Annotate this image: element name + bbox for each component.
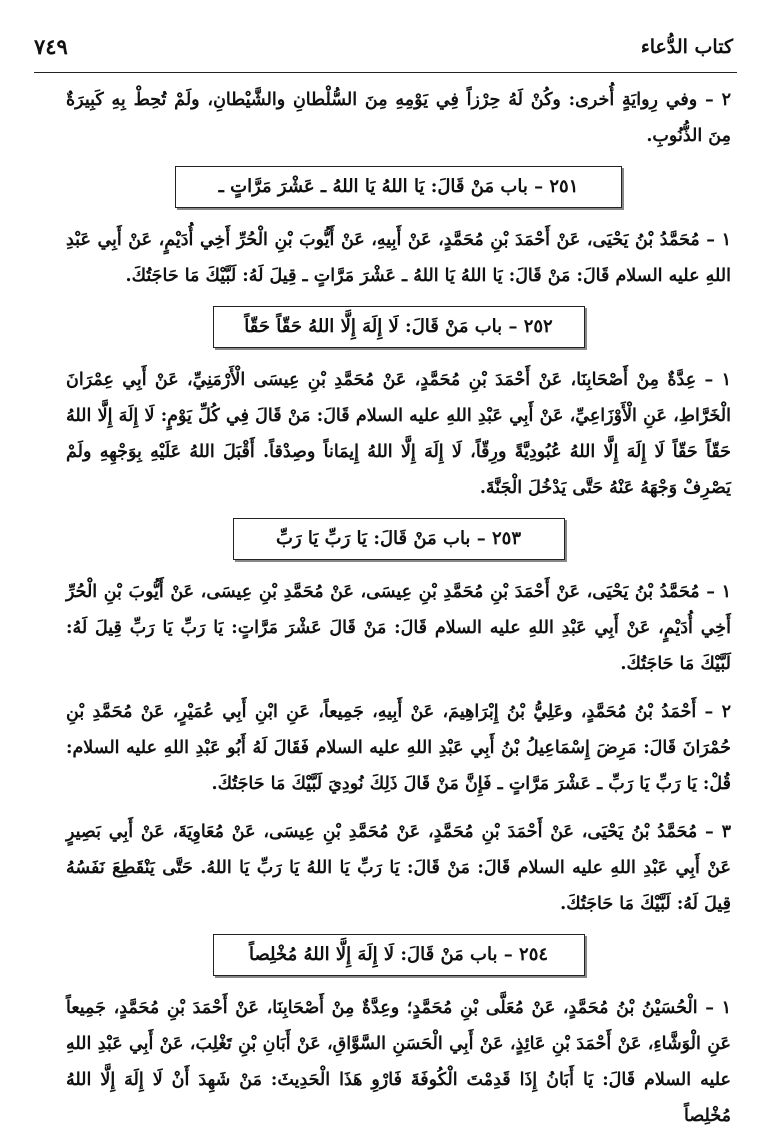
hadith-paragraph: ٢ – وفي رِوايَةٍ أُخرى: وكُنْ لَهُ حِرْزاً فِي يَوْمِهِ مِنَ السُّلْطانِ والشَّيْطانِ، ولَمْ تُحِطْ بِهِ كَبِيرَةٌ مِنَ الذُّنُوبِ. — [66, 90, 731, 146]
hadith-paragraph: ٢ – أَحْمَدُ بْنُ مُحَمَّدٍ، وعَلِيُّ بْنُ إِبْرَاهِيمَ، عَنْ أَبِيهِ، جَمِيعاً، عَنِ ابْنِ أَبِي عُمَيْرٍ، عَنْ مُحَمَّدِ بْنِ حُمْرَانَ قَالَ: مَرِضَ إِسْمَاعِيلُ بْنُ أَبِي عَبْدِ اللهِ عليه السلام فَقَالَ لَهُ أَبُو عَبْدِ اللهِ عليه السلام: قُلْ: يَا رَبِّ يَا رَبِّ ـ عَشْرَ مَرَّاتٍ ـ فَإِنَّ مَنْ قَالَ ذَلِكَ نُودِيَ لَبَّيْكَ مَا حَاجَتُكَ. — [66, 702, 731, 794]
chapter-heading-251: ٢٥١ – باب مَنْ قَالَ: يَا اللهُ يَا اللهُ ـ عَشْرَ مَرَّاتٍ ـ — [175, 166, 622, 208]
hadith-paragraph: ١ – الْحُسَيْنُ بْنُ مُحَمَّدٍ، عَنْ مُعَلَّى بْنِ مُحَمَّدٍ؛ وعِدَّةٌ مِنْ أَصْحَابِنَا، عَنْ أَحْمَدَ بْنِ مُحَمَّدٍ، جَمِيعاً عَنِ الْوَشَّاءِ، عَنْ أَحْمَدَ بْنِ عَائِذٍ، عَنْ أَبِي الْحَسَنِ السَّوَّاقِ، عَنْ أَبَانِ بْنِ تَغْلِبَ، عَنْ أَبِي عَبْدِ اللهِ عليه السلام قَالَ: يَا أَبَانُ إِذَا قَدِمْتَ الْكُوفَةَ فَارْوِ هَذَا الْحَدِيثَ: مَنْ شَهِدَ أَنْ لَا إِلَهَ إِلَّا اللهُ مُخْلِصاً — [66, 998, 731, 1126]
chapter-heading-253: ٢٥٣ – باب مَنْ قَالَ: يَا رَبِّ يَا رَبِّ — [233, 518, 565, 560]
header-rule — [34, 72, 737, 73]
chapter-heading-252: ٢٥٢ – باب مَنْ قَالَ: لَا إِلَهَ إِلَّا اللهُ حَقّاً حَقّاً — [213, 306, 585, 348]
hadith-paragraph: ٣ – مُحَمَّدُ بْنُ يَحْيَى، عَنْ أَحْمَدَ بْنِ مُحَمَّدٍ، عَنْ مُحَمَّدِ بْنِ عِيسَى، عَنْ مُعَاوِيَةَ، عَنْ أَبِي بَصِيرٍ عَنْ أَبِي عَبْدِ اللهِ عليه السلام قَالَ: مَنْ قَالَ: يَا رَبِّ يَا اللهُ يَا رَبِّ يَا اللهُ. حَتَّى يَنْقَطِعَ نَفَسُهُ قِيلَ لَهُ: لَبَّيْكَ مَا حَاجَتُكَ. — [66, 822, 731, 914]
page-number: ٧٤٩ — [34, 34, 68, 59]
hadith-paragraph: ١ – مُحَمَّدُ بْنُ يَحْيَى، عَنْ أَحْمَدَ بْنِ مُحَمَّدِ بْنِ عِيسَى، عَنْ مُحَمَّدِ بْنِ عِيسَى، عَنْ أَيُّوبَ بْنِ الْحُرِّ أَخِي أُدَيْمٍ، عَنْ أَبِي عَبْدِ اللهِ عليه السلام قَالَ: مَنْ قَالَ عَشْرَ مَرَّاتٍ: يَا رَبِّ يَا رَبِّ قِيلَ لَهُ: لَبَّيْكَ مَا حَاجَتُكَ. — [66, 582, 731, 674]
running-title: كتاب الدُّعاء — [640, 36, 733, 58]
page-body — [66, 82, 731, 1146]
hadith-paragraph: ١ – مُحَمَّدُ بْنُ يَحْيَى، عَنْ أَحْمَدَ بْنِ مُحَمَّدٍ، عَنْ أَبِيهِ، عَنْ أَيُّوبَ بْنِ الْحُرِّ أَخِي أُدَيْمٍ، عَنْ أَبِي عَبْدِ اللهِ عليه السلام قَالَ: مَنْ قَالَ: يَا اللهُ يَا اللهُ ـ عَشْرَ مَرَّاتٍ ـ قِيلَ لَهُ: لَبَّيْكَ مَا حَاجَتُكَ. — [66, 230, 731, 286]
chapter-heading-254: ٢٥٤ – باب مَنْ قَالَ: لَا إِلَهَ إِلَّا اللهُ مُخْلِصاً — [213, 934, 585, 976]
page-header — [34, 34, 733, 70]
hadith-paragraph: ١ – عِدَّةٌ مِنْ أَصْحَابِنَا، عَنْ أَحْمَدَ بْنِ مُحَمَّدٍ، عَنْ مُحَمَّدِ بْنِ عِيسَى الْأَرْمَنِيِّ، عَنْ أَبِي عِمْرَانَ الْخَرَّاطِ، عَنِ الْأَوْزَاعِيِّ، عَنْ أَبِي عَبْدِ اللهِ عليه السلام قَالَ: مَنْ قَالَ فِي كُلِّ يَوْمٍ: لَا إِلَهَ إِلَّا اللهُ حَقّاً حَقّاً لَا إِلَهَ إِلَّا اللهُ عُبُودِيَّةً ورِقّاً، لَا إِلَهَ إِلَّا اللهُ إِيمَاناً وصِدْقاً. أَقْبَلَ اللهُ عَلَيْهِ بِوَجْهِهِ ولَمْ يَصْرِفْ وَجْهَهُ عَنْهُ حَتَّى يَدْخُلَ الْجَنَّةَ. — [66, 370, 731, 498]
